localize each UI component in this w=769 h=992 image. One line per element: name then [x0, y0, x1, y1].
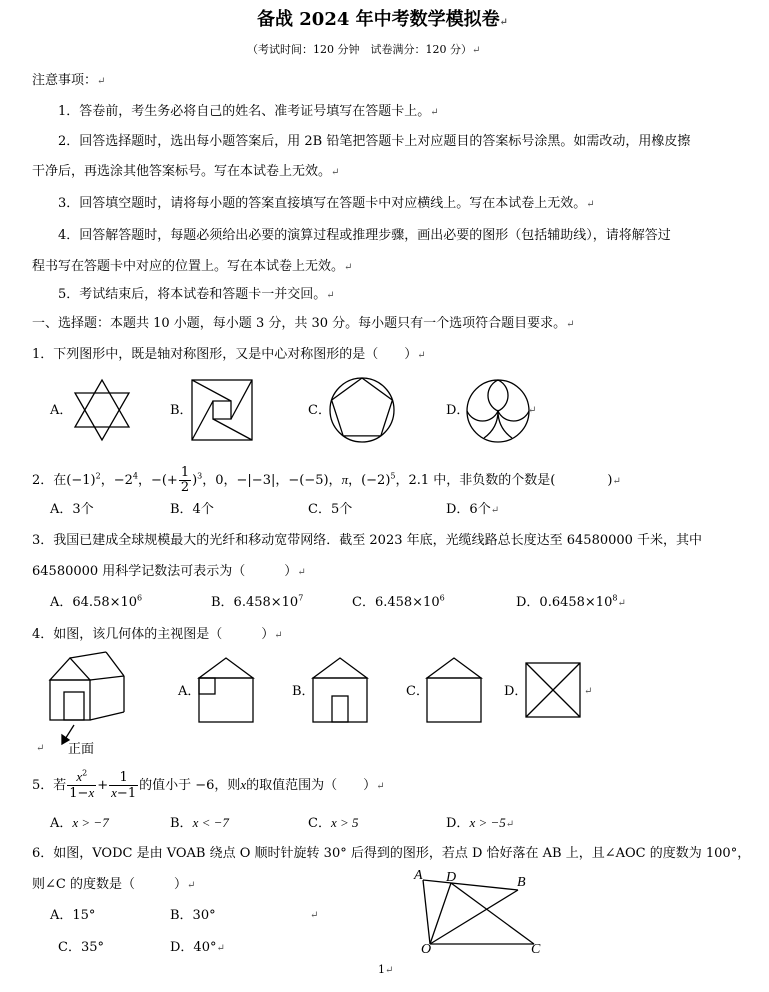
notice-5: 5．考试结束后，将本试卷和答题卡一并交回。↵ [58, 287, 335, 302]
q3-option-b: B．$6.458\times 10^7$ [211, 593, 304, 610]
q5-option-d: D．x > −5↵ [446, 815, 515, 831]
q6-line2: 则∠C 的度数是（ ）↵ [32, 877, 196, 892]
return-mark: ↵ [584, 686, 593, 697]
notice-1: 1．答卷前，考生务必将自己的姓名、准考证号填写在答题卡上。↵ [58, 104, 439, 119]
point-o-label: O [421, 942, 432, 957]
notice-4b: 程书写在答题卡中对应的位置上。写在本试卷上无效。↵ [32, 259, 353, 274]
q1-label-d: D． [446, 403, 470, 418]
return-mark: ↵ [36, 743, 45, 754]
pinwheel-square-figure [191, 379, 253, 441]
notice-heading: 注意事项：↵ [32, 73, 106, 88]
q3-option-c: C．$6.458\times 10^6$ [352, 593, 445, 610]
point-b-label: B [517, 875, 526, 890]
q1-label-b: B． [170, 403, 193, 418]
q2-stem: 2．在$(-1)^2$，$-2^4$，−(+ $\frac{1}{2}$ )$^3$，0，−|−3|，−(−5)，π，$(-2)^5$，2.1 中，非负数的个数是( )↵ [32, 465, 621, 495]
q5-option-a: A．x > −7 [50, 815, 109, 831]
q6-option-d: D．40°↵ [170, 940, 225, 955]
q5-stem: 5．若 $\frac{x^2}{1-x}$ + $\frac{1}{x-1}$ 的值小于 −6，则x的取值范围为（ ）↵ [32, 768, 385, 801]
pentagon-in-circle-figure [327, 376, 397, 444]
q4-stem: 4．如图，该几何体的主视图是（ ）↵ [32, 627, 283, 642]
notice-4: 4．回答解答题时，每题必须给出必要的演算过程或推理步骤，画出必要的图形（包括辅助线），请将解答过 [58, 228, 671, 243]
q5-option-c: C．x > 5 [308, 815, 359, 831]
point-d-label: D [446, 870, 457, 885]
q3-option-d: D．$0.6458\times 10^8↵$ [516, 593, 626, 610]
q4-label-a: A． [178, 684, 201, 699]
notice-2b: 干净后，再选涂其他答案标号。写在本试卷上无效。↵ [32, 164, 340, 179]
return-mark: ↵ [528, 405, 537, 416]
q6-option-b: B．30° [170, 908, 216, 923]
notice-3: 3．回答填空题时，请将每小题的答案直接填写在答题卡中对应横线上。写在本试卷上无效。↵ [58, 196, 595, 211]
page-number: 1↵ [378, 963, 394, 976]
notice-2: 2．回答选择题时，选出每小题答案后，用 2B 铅笔把答题卡上对应题目的答案标号涂黑。如需改动，用橡皮擦 [58, 134, 691, 149]
q1-stem: 1．下列图形中，既是轴对称图形，又是中心对称图形的是（ ）↵ [32, 347, 426, 362]
return-mark: ↵ [310, 910, 319, 921]
q3-option-a: A．$64.58\times 10^6$ [50, 593, 143, 610]
q4-label-c: C． [406, 684, 429, 699]
q4-option-a-figure [198, 656, 256, 724]
q4-option-c-figure [426, 656, 484, 724]
q2-option-b: B．4个 [170, 502, 214, 517]
q2-option-a: A．3个 [50, 502, 94, 517]
q3-line2: 64580000 用科学记数法可表示为（ ）↵ [32, 564, 306, 579]
q2-option-d: D．6个↵ [446, 502, 500, 517]
point-a-label: A [414, 868, 423, 883]
hexagram-figure [70, 378, 134, 442]
q2-option-c: C．5个 [308, 502, 353, 517]
q4-label-b: B． [292, 684, 315, 699]
q4-option-d-figure [525, 662, 583, 720]
q4-label-d: D． [504, 684, 528, 699]
three-arcs-circle-figure [465, 378, 531, 444]
q1-label-c: C． [308, 403, 331, 418]
house-solid-figure [48, 650, 128, 750]
q5-option-b: B．x < −7 [170, 815, 229, 831]
q6-option-c: C．35° [58, 940, 104, 955]
exam-info: （考试时间：120 分钟 试卷满分：120 分）↵ [247, 43, 481, 56]
section-heading: 一、选择题：本题共 10 小题，每小题 3 分，共 30 分。每小题只有一个选项符合题目要求。↵ [32, 316, 575, 331]
q6-option-a: A．15° [50, 908, 96, 923]
q3-line1: 3．我国已建成全球规模最大的光纤和移动宽带网络．截至 2023 年底，光缆线路总长度达至 64580000 千米，其中 [32, 533, 703, 548]
point-c-label: C [531, 942, 541, 957]
q1-label-a: A． [50, 403, 73, 418]
q4-option-b-figure [312, 656, 370, 724]
page-title: 备战 2024 年中考数学模拟卷↵ [257, 9, 509, 30]
front-view-label: 正面 [68, 742, 95, 757]
q6-line1: 6．如图，VODC 是由 VOAB 绕点 O 顺时针旋转 30° 后得到的图形，若点 D 恰好落在 AB 上，且∠AOC 的度数为 100°， [32, 846, 751, 861]
